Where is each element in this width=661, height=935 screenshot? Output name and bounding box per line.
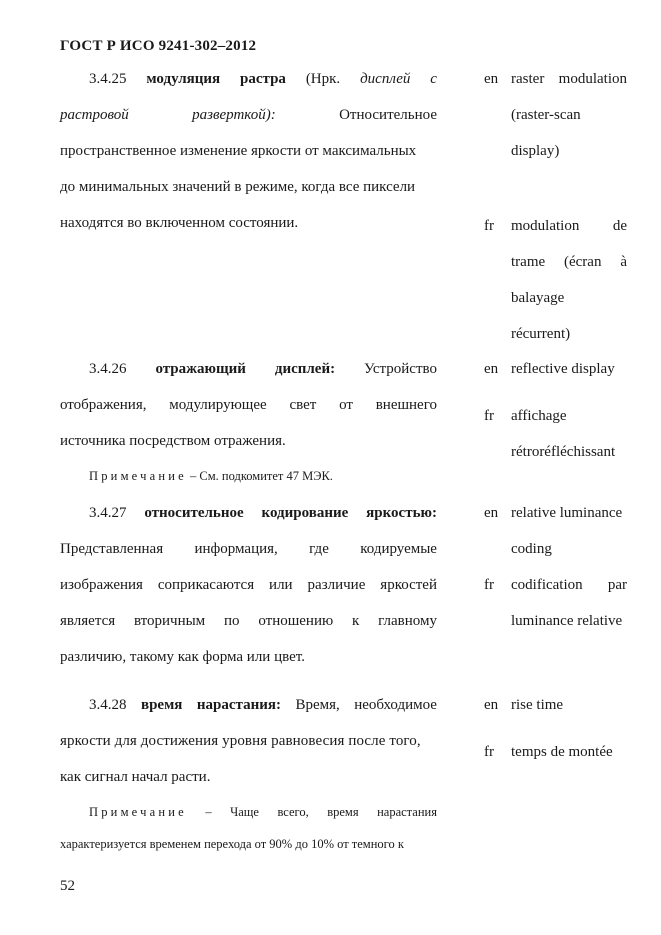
term-name: дисплей:	[274, 361, 336, 377]
en-term-line: (raster-scan	[511, 107, 581, 123]
lang-tag-en: en	[484, 71, 499, 87]
word: вторичным	[133, 613, 206, 629]
term-3-4-26-line-1	[60, 360, 437, 378]
lang-tag-en: en	[484, 505, 499, 521]
word: отношению	[258, 613, 334, 629]
definition-line	[60, 540, 437, 558]
fr-term-line: rétroréfléchissant	[511, 444, 616, 460]
term-name: кодирование	[261, 505, 349, 521]
fr-term-line: temps de montée	[511, 744, 613, 760]
definition-line: источника посредством отражения.	[60, 433, 286, 449]
fr-word: à	[620, 254, 627, 270]
note-line	[60, 803, 437, 821]
definition-line	[60, 612, 437, 630]
term-3-4-25-line-1	[60, 70, 437, 88]
term-note-italic: дисплей	[360, 71, 411, 87]
lang-tag-en: en	[484, 697, 499, 713]
term-note: (Нрк.	[305, 71, 341, 87]
lang-tag-fr: fr	[484, 218, 494, 234]
en-term-line: rise time	[511, 697, 564, 713]
term-name: растра	[240, 71, 286, 87]
definition-line: как сигнал начал расти.	[60, 769, 211, 785]
word: информация,	[194, 541, 278, 557]
term-number: 3.4.25	[89, 71, 127, 87]
word: главному	[378, 613, 437, 629]
word: к	[352, 613, 360, 629]
word: от	[339, 397, 353, 413]
term-number: 3.4.27	[89, 505, 127, 521]
word: всего,	[277, 805, 309, 819]
lang-tag-en: en	[484, 361, 499, 377]
note-line: характеризуется временем перехода от 90% до 10% от темного к	[60, 837, 404, 851]
term-note-italic: разверткой):	[192, 107, 276, 123]
definition-text: Относительное	[339, 107, 437, 123]
word: внешнего	[375, 397, 437, 413]
term-name: яркостью:	[366, 505, 437, 521]
en-word: raster	[511, 71, 545, 87]
definition-line: яркости для достижения уровня равновесия после того,	[60, 733, 421, 749]
definition-line: различию, такому как форма или цвет.	[60, 649, 305, 665]
word: изображения	[60, 577, 143, 593]
definition-line	[60, 576, 437, 594]
fr-term-line: affichage	[511, 408, 567, 424]
term-name: относительное	[144, 505, 244, 521]
word: различие	[307, 577, 366, 593]
fr-term-line: luminance relative	[511, 613, 623, 629]
term-3-4-28-line-1	[60, 696, 437, 714]
note-line	[60, 467, 437, 485]
term-3-4-25-line-2	[60, 106, 437, 124]
definition-line	[60, 396, 437, 414]
word: Представленная	[60, 541, 164, 557]
word: или	[269, 577, 293, 593]
word: яркостей	[380, 577, 437, 593]
term-3-4-27-line-1	[60, 504, 437, 522]
fr-term-line	[511, 217, 627, 235]
word: кодируемые	[360, 541, 437, 557]
definition-text: Время,	[295, 697, 340, 713]
page-number: 52	[60, 878, 75, 894]
fr-word: de	[612, 218, 627, 234]
fr-word: (écran	[564, 254, 602, 270]
term-number: 3.4.26	[89, 361, 127, 377]
lang-tag-fr: fr	[484, 744, 494, 760]
term-note-italic: растровой	[60, 107, 129, 123]
term-name: время	[140, 697, 183, 713]
word: свет	[289, 397, 317, 413]
term-note-italic: с	[430, 71, 437, 87]
word: является	[60, 613, 116, 629]
word: соприкасаются	[157, 577, 255, 593]
fr-term-line: balayage	[511, 290, 565, 306]
fr-term-line	[511, 576, 627, 594]
en-word: modulation	[558, 71, 627, 87]
word: модулирующее	[169, 397, 267, 413]
fr-term-line	[511, 253, 627, 271]
document-header: ГОСТ Р ИСО 9241-302–2012	[60, 38, 257, 54]
word: по	[224, 613, 240, 629]
word: отображения,	[60, 397, 147, 413]
word: время	[327, 805, 359, 819]
word: где	[309, 541, 329, 557]
definition-line: находятся во включенном состоянии.	[60, 215, 299, 231]
term-number: 3.4.28	[89, 697, 127, 713]
fr-word: modulation	[511, 218, 580, 234]
lang-tag-fr: fr	[484, 408, 494, 424]
definition-text: необходимое	[354, 697, 437, 713]
term-name: нарастания:	[196, 697, 281, 713]
definition-line: до минимальных значений в режиме, когда все пиксели	[60, 179, 416, 195]
en-term-line: relative luminance	[511, 505, 623, 521]
en-term-line: display)	[511, 143, 560, 159]
word: Чаще	[230, 805, 259, 819]
en-term-line: reflective display	[511, 361, 615, 377]
fr-term-line: récurrent)	[511, 326, 571, 342]
term-name: отражающий	[155, 361, 246, 377]
term-name: модуляция	[146, 71, 221, 87]
definition-text: Устройство	[364, 361, 437, 377]
definition-line: пространственное изменение яркости от максимальных	[60, 143, 417, 159]
word: –	[205, 805, 212, 819]
fr-word: trame	[511, 254, 546, 270]
word: нарастания	[377, 805, 437, 819]
fr-word: par	[607, 577, 627, 593]
note-text: – См. подкомитет 47 МЭК.	[186, 469, 333, 483]
note-label: Примечание	[89, 805, 187, 819]
note-label: Примечание	[89, 469, 187, 483]
en-term-line: coding	[511, 541, 552, 557]
lang-tag-fr: fr	[484, 577, 494, 593]
en-term-line	[511, 70, 627, 88]
fr-word: codification	[511, 577, 583, 593]
